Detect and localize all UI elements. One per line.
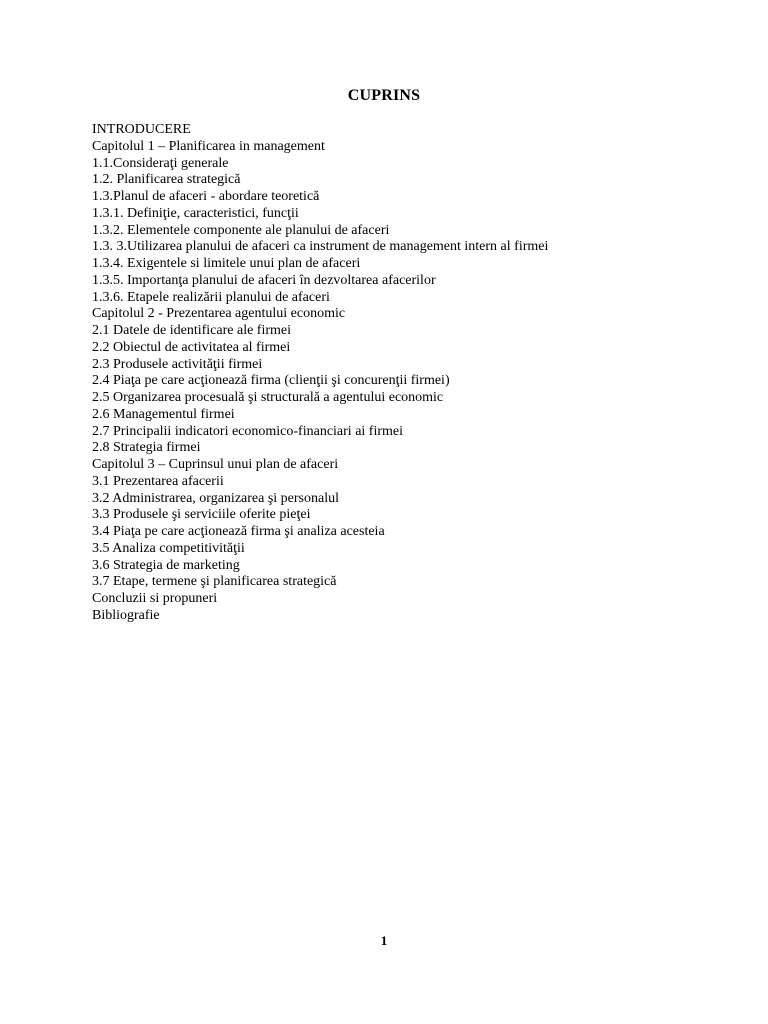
toc-entry: Concluzii si propuneri bbox=[92, 591, 218, 606]
toc-entry: 1.3. 3.Utilizarea planului de afaceri ca instrument de management intern al firmei bbox=[92, 239, 549, 255]
page-number: 1 bbox=[380, 933, 388, 948]
toc-entry: 1.3.5. Importanţa planului de afaceri în dezvoltarea afacerilor bbox=[92, 272, 436, 288]
toc-entry: Capitolul 1 – Planificarea in management bbox=[92, 138, 325, 154]
toc-entry: 2.3 Produsele activităţii firmei bbox=[92, 356, 263, 372]
toc-entry: 1.3.6. Etapele realizării planului de afaceri bbox=[92, 289, 330, 305]
toc-entry: INTRODUCERE bbox=[92, 122, 191, 137]
toc-entry: 2.8 Strategia firmei bbox=[92, 440, 201, 456]
toc-entry: 1.3.1. Definiţie, caracteristici, funcţii bbox=[92, 205, 299, 221]
toc-entry: 3.4 Piaţa pe care acţionează firma şi analiza acesteia bbox=[92, 524, 385, 539]
page-title: CUPRINS bbox=[347, 87, 421, 104]
toc-entry: Bibliografie bbox=[92, 607, 160, 623]
toc-entry: 3.5 Analiza competitivităţii bbox=[92, 540, 245, 556]
toc-entry: 2.2 Obiectul de activitatea al firmei bbox=[92, 339, 291, 355]
table-of-contents bbox=[92, 122, 732, 625]
toc-entry: 1.3.2. Elementele componente ale planului de afaceri bbox=[92, 222, 390, 238]
toc-entry: 1.1.Consideraţi generale bbox=[92, 155, 229, 171]
toc-entry: 3.3 Produsele şi serviciile oferite pieţei bbox=[92, 507, 311, 523]
toc-entry: 1.3.4. Exigentele si limitele unui plan de afaceri bbox=[92, 256, 361, 271]
toc-entry: 3.1 Prezentarea afacerii bbox=[92, 473, 224, 489]
toc-entry: 2.4 Piaţa pe care acţionează firma (clienţii şi concurenţii firmei) bbox=[92, 373, 450, 389]
toc-entry: 1.3.Planul de afaceri - abordare teoretică bbox=[92, 189, 320, 204]
toc-entry: 3.2 Administrarea, organizarea şi personalul bbox=[92, 490, 339, 506]
toc-entry: 2.6 Managementul firmei bbox=[92, 406, 235, 422]
toc-entry: Capitolul 3 – Cuprinsul unui plan de afaceri bbox=[92, 457, 339, 472]
toc-entry: Capitolul 2 - Prezentarea agentului economic bbox=[92, 306, 346, 322]
toc-entry: 2.1 Datele de identificare ale firmei bbox=[92, 323, 292, 338]
toc-entry: 3.6 Strategia de marketing bbox=[92, 557, 240, 573]
toc-entry: 1.2. Planificarea strategică bbox=[92, 172, 241, 188]
toc-entry: 3.7 Etape, termene şi planificarea strategică bbox=[92, 574, 337, 590]
toc-entry: 2.7 Principalii indicatori economico-financiari ai firmei bbox=[92, 423, 404, 439]
toc-entry: 2.5 Organizarea procesuală şi structurală a agentului economic bbox=[92, 390, 444, 405]
